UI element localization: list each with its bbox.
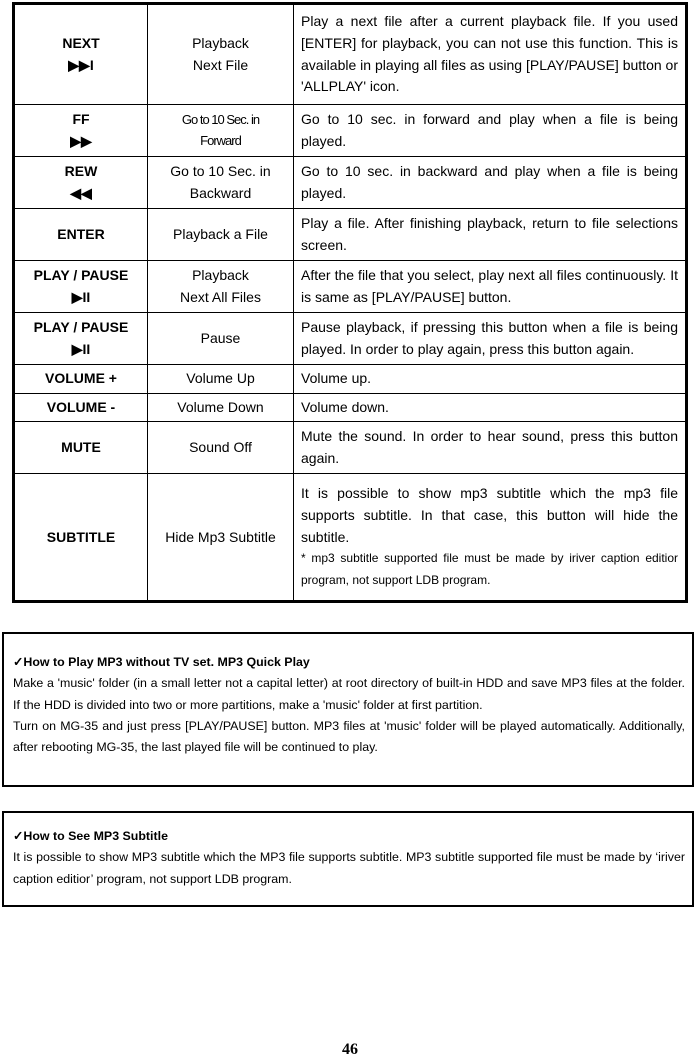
key-cell: [14, 157, 148, 209]
function-label: Go to 10 Sec. in: [181, 112, 260, 128]
key-cell: [14, 474, 148, 602]
function-label: Go to 10 Sec. in: [170, 162, 271, 179]
quick-play-title: ✓How to Play MP3 without TV set. MP3 Quick Play: [13, 655, 310, 669]
function-label: Sound Off: [189, 439, 252, 456]
table-row: [14, 422, 687, 474]
key-cell: [14, 422, 148, 474]
key-cell: [14, 105, 148, 157]
function-label: Next All Files: [180, 288, 261, 305]
page-number: 46: [342, 1041, 358, 1058]
description-cell: [294, 474, 687, 602]
function-label: Forward: [200, 132, 241, 148]
description-cell: Volume up.: [294, 365, 687, 394]
function-cell: [148, 365, 294, 394]
see-subtitle-box: [2, 811, 694, 907]
play-pause-icon: ▶II: [71, 288, 91, 305]
function-label: Volume Down: [177, 398, 264, 415]
table-row: [14, 474, 687, 602]
table-row: [14, 105, 687, 157]
function-label: Hide Mp3 Subtitle: [165, 528, 276, 545]
description-cell: After the file that you select, play next all files continuously. It is same as [PLAY/PAUSE] button.: [294, 261, 687, 313]
key-label: PLAY / PAUSE: [33, 266, 129, 283]
key-label: PLAY / PAUSE: [33, 318, 129, 335]
function-cell: [148, 474, 294, 602]
function-cell: [148, 261, 294, 313]
quick-play-paragraph: Turn on MG-35 and just press [PLAY/PAUSE] button. MP3 files at 'music' folder will be played automatically. Additionally, after rebooting MG-35, the last played file will be continued to play.: [13, 718, 685, 755]
see-subtitle-paragraph: It is possible to show MP3 subtitle which the MP3 file supports subtitle. MP3 subtitle supported file must be made by ‘iriver caption editior’ program, not support LDB program.: [13, 850, 685, 886]
function-label: Playback: [192, 34, 249, 51]
function-label: Pause: [200, 329, 241, 346]
table-row: [14, 313, 687, 365]
description-cell: Mute the sound. In order to hear sound, press this button again.: [294, 422, 687, 474]
function-label: Backward: [189, 184, 252, 201]
key-cell: [14, 365, 148, 394]
function-label: Playback a File: [173, 225, 268, 242]
description-cell: Play a next file after a current playback file. If you used [ENTER] for playback, you can not use this function. This is available in playing all files as using [PLAY/PAUSE] button or 'ALLPLAY' icon.: [294, 4, 687, 105]
button-function-table: [12, 2, 688, 603]
table-row: [14, 393, 687, 422]
function-cell: [148, 393, 294, 422]
function-cell: [148, 157, 294, 209]
function-cell: [148, 4, 294, 105]
key-label: VOLUME -: [46, 398, 116, 415]
function-cell: [148, 313, 294, 365]
description-cell: Go to 10 sec. in forward and play when a file is being played.: [294, 105, 687, 157]
function-label: Next File: [192, 56, 249, 73]
key-cell: [14, 313, 148, 365]
key-cell: [14, 209, 148, 261]
table-row: [14, 209, 687, 261]
key-cell: [14, 261, 148, 313]
quick-play-paragraph: Make a 'music' folder (in a small letter not a capital letter) at root directory of built-in HDD and save MP3 files at the folder. If the HDD is divided into two or more partitions, make a 'music' folder at first partition.: [13, 676, 685, 712]
key-cell: [14, 4, 148, 105]
table-row: [14, 4, 687, 105]
quick-play-box: [2, 632, 694, 787]
next-symbol-icon: ▶▶I: [68, 56, 94, 73]
description-cell: Go to 10 sec. in backward and play when a file is being played.: [294, 157, 687, 209]
key-label: REW: [64, 162, 98, 179]
description-cell: Volume down.: [294, 393, 687, 422]
function-cell: [148, 105, 294, 157]
table-row: [14, 157, 687, 209]
function-label: Playback: [192, 266, 249, 283]
subtitle-note: * mp3 subtitle supported file must be made by iriver caption editior program, not support LDB program.: [301, 551, 678, 587]
key-label: FF: [72, 110, 90, 127]
key-cell: [14, 393, 148, 422]
description-cell: Pause playback, if pressing this button when a file is being played. In order to play again, press this button again.: [294, 313, 687, 365]
description-cell: Play a file. After finishing playback, return to file selections screen.: [294, 209, 687, 261]
key-label: NEXT: [62, 34, 100, 51]
play-pause-icon: ▶II: [71, 340, 91, 357]
function-cell: [148, 422, 294, 474]
key-label: MUTE: [61, 439, 101, 456]
function-label: Volume Up: [186, 370, 255, 386]
description-text: It is possible to show mp3 subtitle which the mp3 file supports subtitle. In that case, this button will hide the subtitle.: [301, 485, 678, 545]
table-row: [14, 365, 687, 394]
fast-forward-icon: ▶▶: [70, 132, 92, 149]
key-label: ENTER: [57, 225, 105, 242]
function-cell: [148, 209, 294, 261]
rewind-icon: ◀◀: [70, 184, 92, 201]
key-label: SUBTITLE: [46, 528, 116, 545]
table-row: [14, 261, 687, 313]
key-label: VOLUME +: [45, 370, 117, 386]
see-subtitle-title: ✓How to See MP3 Subtitle: [13, 829, 168, 843]
